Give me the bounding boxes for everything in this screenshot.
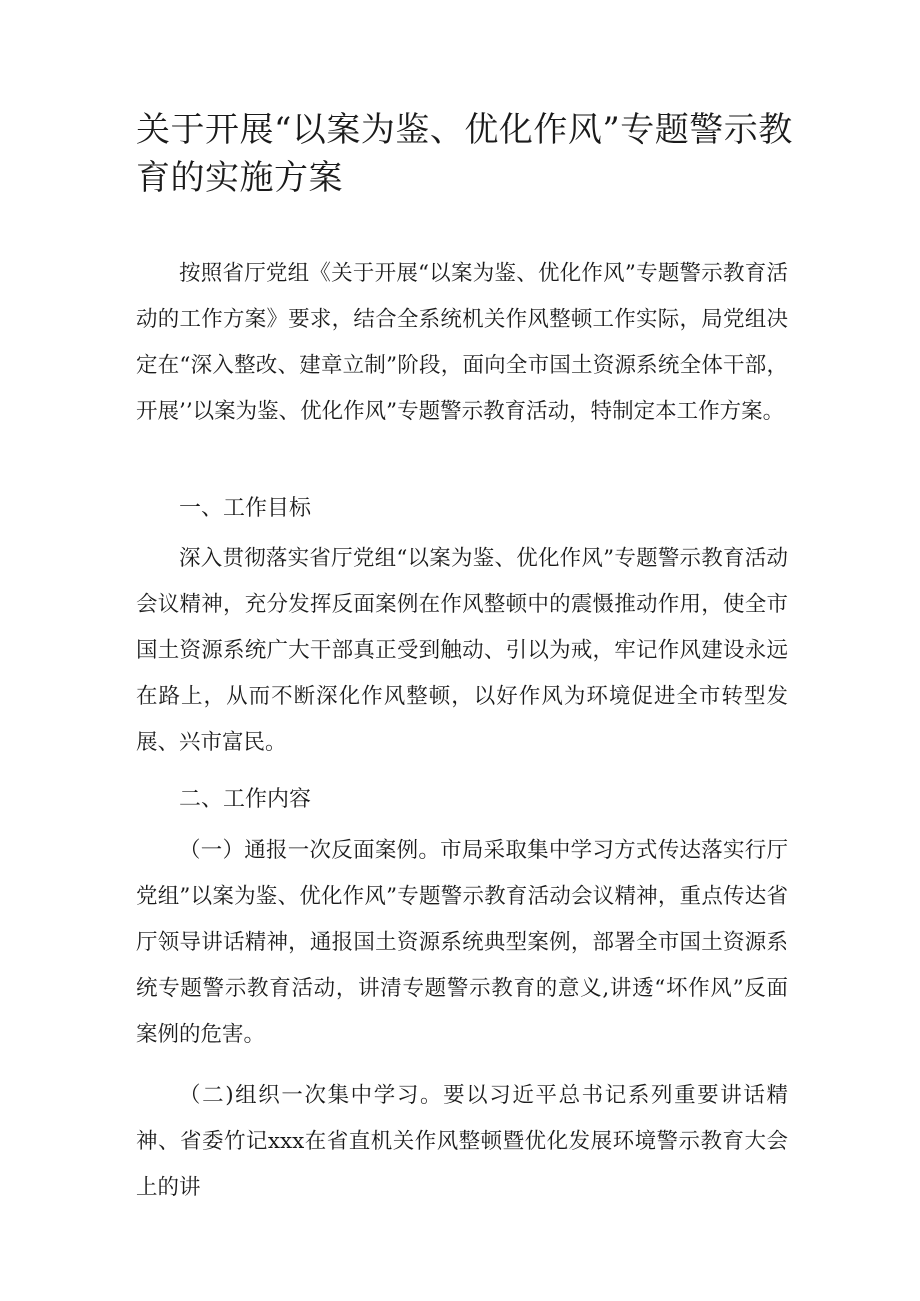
- section-heading-work-content: 二、工作内容: [179, 787, 312, 812]
- work-content-item-2: （二)组织一次集中学习。要以习近平总书记系列重要讲话精神、省委竹记xxx在省直机关作风整顿暨优化发展环境警示教育大会上的讲: [136, 1083, 788, 1200]
- work-content-item-1: （一）通报一次反面案例。市局采取集中学习方式传达落实行厅党组”以案为鉴、优化作风”专题警示教育活动会议精神，重点传达省厅领导讲话精神，通报国土资源系统典型案例，部署全市国土资源系统专题警示教育活动，讲清专题警示教育的意义,讲透“坏作风”反面案例的危害。: [136, 838, 788, 1047]
- document-title: 关于开展“以案为鉴、优化作风”专题警示教育的实施方案: [136, 110, 793, 198]
- section-heading-work-goal: 一、工作目标: [179, 496, 312, 521]
- work-goal-paragraph: 深入贯彻落实省厅党组“以案为鉴、优化作风”专题警示教育活动会议精神，充分发挥反面案例在作风整顿中的震慑推动作用，使全市国土资源系统广大干部真正受到触动、引以为戒，牢记作风建设永远在路上，从而不断深化作风整顿，以好作风为环境促进全市转型发展、兴市富民。: [136, 546, 788, 755]
- intro-paragraph: 按照省厅党组《关于开展“以案为鉴、优化作风”专题警示教育活动的工作方案》要求，结合全系统机关作风整顿工作实际，局党组决定在“深入整改、建章立制”阶段，面向全市国土资源系统全体干部，开展’’以案为鉴、优化作风”专题警示教育活动，特制定本工作方案。: [136, 261, 788, 424]
